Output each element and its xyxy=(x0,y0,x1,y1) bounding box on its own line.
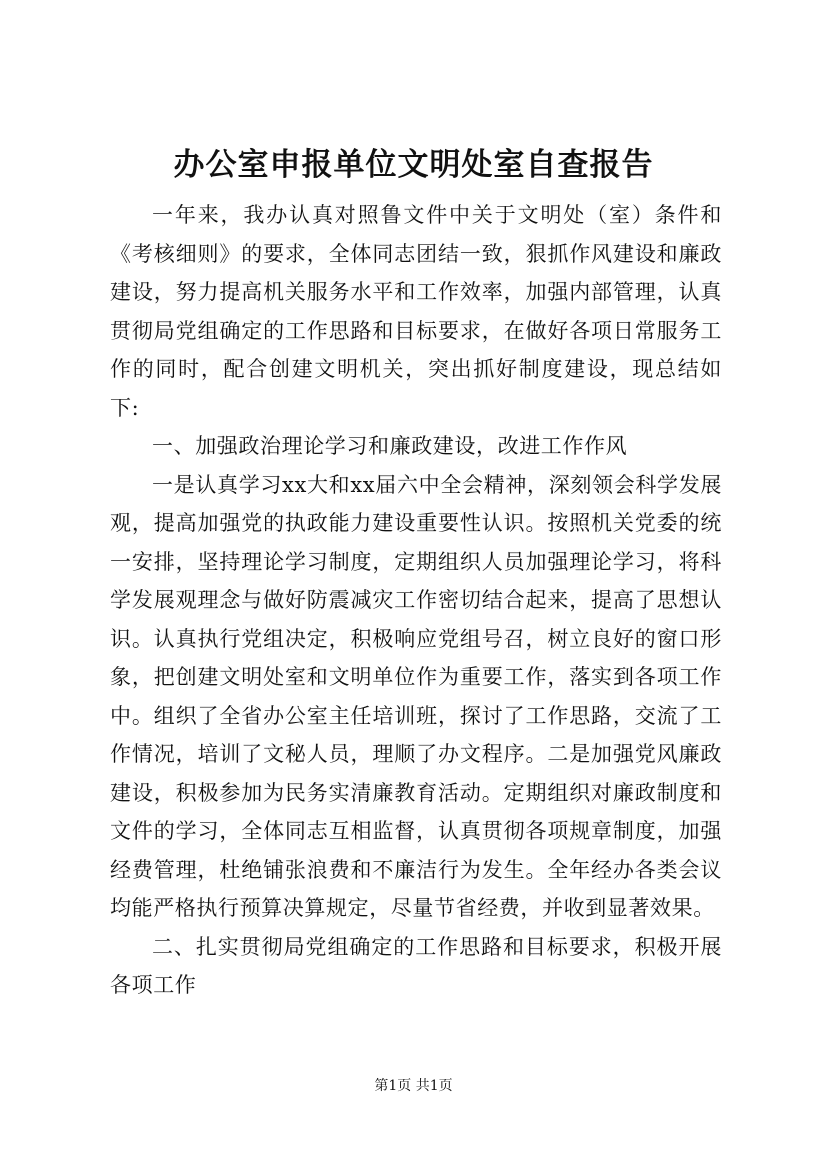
document-title: 办公室申报单位文明处室自查报告 xyxy=(173,147,654,183)
intro-paragraph: 一年来，我办认真对照鲁文件中关于文明处（室）条件和《考核细则》的要求，全体同志团结一致，狠抓作风建设和廉政建设，努力提高机关服务水平和工作效率，加强内部管理，认真贯彻局党组确定的工作思路和目标要求，在做好各项日常服务工作的同时，配合创建文明机关，突出抓好制度建设，现总结如下: xyxy=(110,203,722,420)
section-heading-1: 一、加强政治理论学习和廉政建设，改进工作作风 xyxy=(152,434,628,458)
section-1-paragraph: 一是认真学习xx大和xx届六中全会精神，深刻领会科学发展观，提高加强党的执政能力建设重要性认识。按照机关党委的统一安排，坚持理论学习制度，定期组织人员加强理论学习，将科学发展观理念与做好防震减灾工作密切结合起来，提高了思想认识。认真执行党组决定，积极响应党组号召，树立良好的窗口形象，把创建文明处室和文明单位作为重要工作，落实到各项工作中。组织了全省办公室主任培训班，探讨了工作思路，交流了工作情况，培训了文秘人员，理顺了办文程序。二是加强党风廉政建设，积极参加为民务实清廉教育活动。定期组织对廉政制度和文件的学习，全体同志互相监督，认真贯彻各项规章制度，加强经费管理，杜绝铺张浪费和不廉洁行为发生。全年经办各类会议均能严格执行预算决算规定，尽量节省经费，并收到显著效果。 xyxy=(110,472,722,920)
section-heading-2: 二、扎实贯彻局党组确定的工作思路和目标要求，积极开展各项工作 xyxy=(110,934,722,997)
page-number-footer: 第1页 共1页 xyxy=(374,1078,453,1094)
document-body xyxy=(110,196,722,1005)
